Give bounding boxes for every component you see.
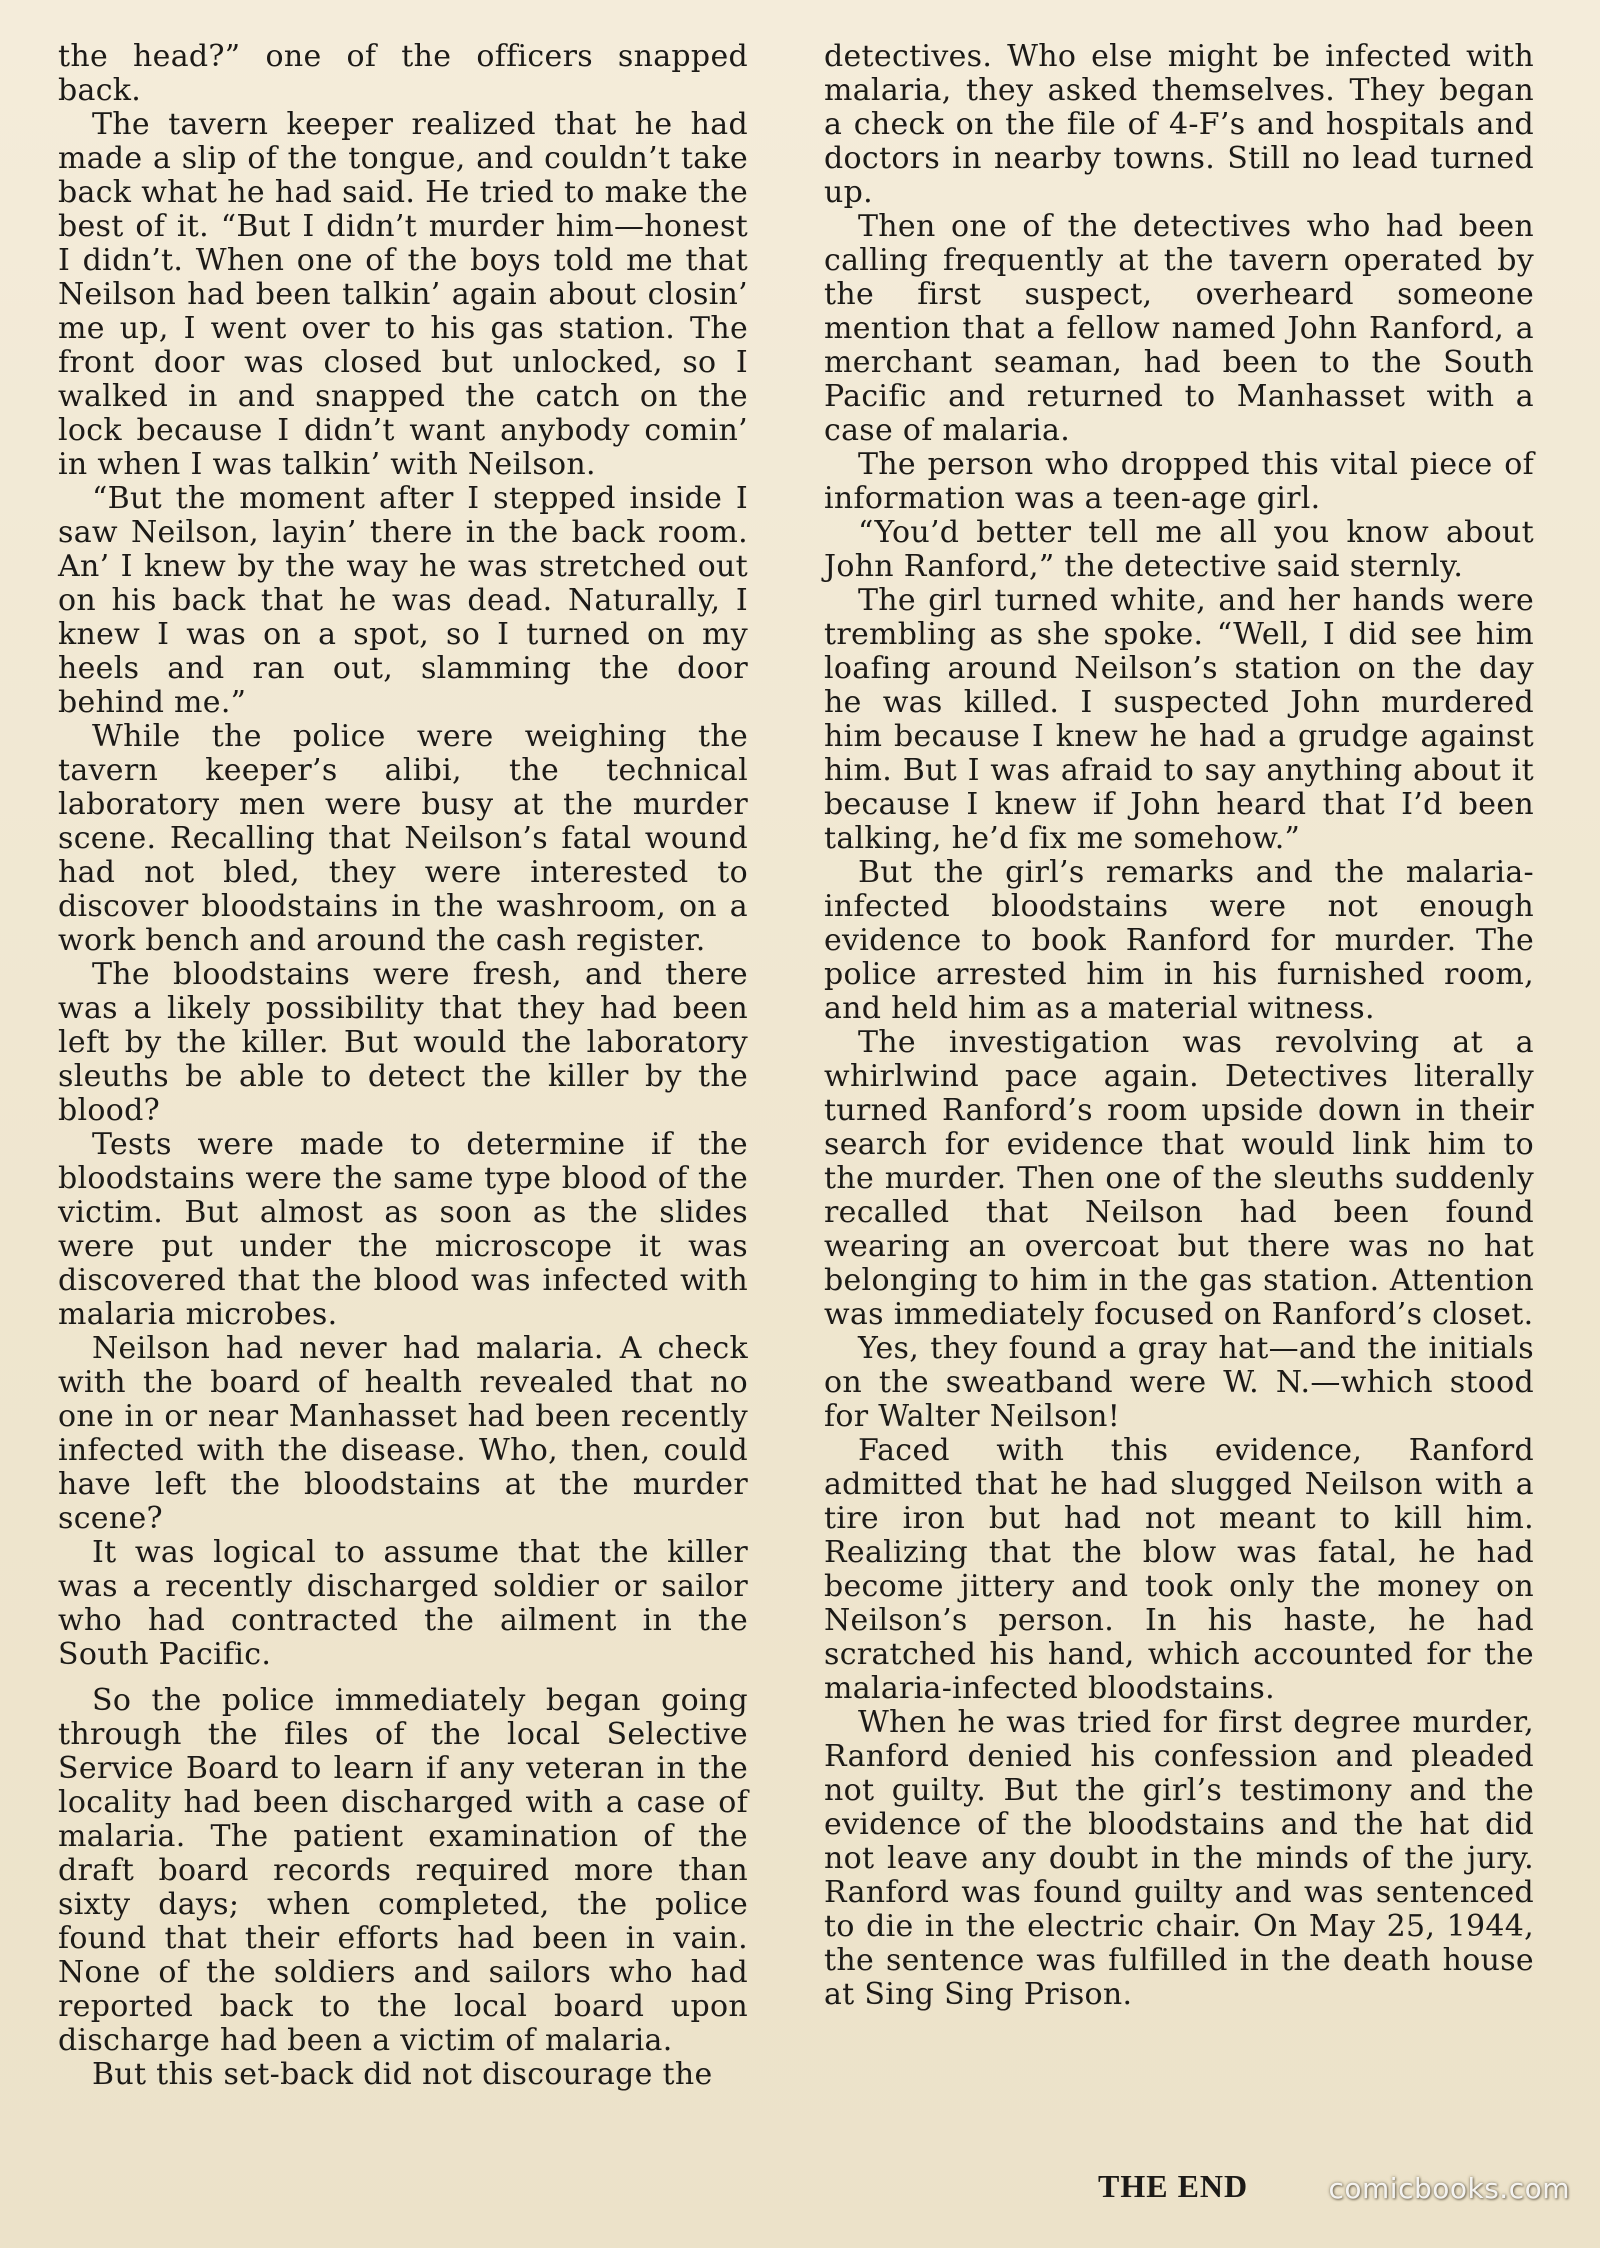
- paragraph: But the girl’s remarks and the malaria-infected bloodstains were not enough evidence to book Ranford for murder. The police arrested him in his furnished room, and held him as a material witness.: [824, 855, 1534, 1026]
- paragraph: “You’d better tell me all you know about John Ranford,” the detective said sternly.: [824, 515, 1534, 584]
- paragraph: It was logical to assume that the killer was a recently discharged soldier or sailor who had contracted the ailment in the South Pacific.: [58, 1535, 748, 1672]
- the-end-label: THE END: [1098, 2168, 1249, 2204]
- paragraph: The investigation was revolving at a whirlwind pace again. Detectives literally turned Ranford’s room upside down in their search for evidence that would link him to the murder. Then one of the sleuths suddenly recalled that Neilson had been found wearing an overcoat but there was no hat belonging to him in the gas station. Attention was immediately focused on Ranford’s closet.: [824, 1025, 1534, 1332]
- paragraph: When he was tried for first degree murder, Ranford denied his confession and pleaded not guilty. But the girl’s testimony and the evidence of the bloodstains and the hat did not leave any doubt in the minds of the jury. Ranford was found guilty and was sentenced to die in the electric chair. On May 25, 1944, the sentence was fulfilled in the death house at Sing Sing Prison.: [824, 1705, 1534, 2012]
- paragraph: So the police immediately began going through the files of the local Selective Service Board to learn if any veteran in the locality had been discharged with a case of malaria. The patient examination of the draft board records required more than sixty days; when completed, the police found that their efforts had been in vain. None of the soldiers and sailors who had reported back to the local board upon discharge had been a victim of malaria.: [58, 1683, 748, 2058]
- paragraph: Faced with this evidence, Ranford admitted that he had slugged Neilson with a tire iron but had not meant to kill him. Realizing that the blow was fatal, he had become jittery and took only the money on Neilson’s person. In his haste, he had scratched his hand, which accounted for the malaria-infected bloodstains.: [824, 1433, 1534, 1706]
- paragraph: The person who dropped this vital piece of information was a teen-age girl.: [824, 447, 1534, 516]
- paragraph: But this set-back did not discourage the: [92, 2057, 713, 2092]
- paragraph: “But the moment after I stepped inside I saw Neilson, layin’ there in the back room. An’ I knew by the way he was stretched out on his back that he was dead. Naturally, I knew I was on a spot, so I turned on my heels and ran out, slamming the door behind me.”: [58, 481, 748, 720]
- paragraph: The bloodstains were fresh, and there was a likely possibility that they had been left by the killer. But would the laboratory sleuths be able to detect the killer by the blood?: [58, 957, 748, 1128]
- left-text-column: [58, 40, 748, 2092]
- paragraph: Then one of the detectives who had been calling frequently at the tavern operated by the first suspect, overheard someone mention that a fellow named John Ranford, a merchant seaman, had been to the South Pacific and returned to Manhasset with a case of malaria.: [824, 209, 1534, 448]
- paragraph: the head?” one of the officers snapped back.: [58, 39, 748, 108]
- paragraph: Yes, they found a gray hat—and the initials on the sweatband were W. N.—which stood for Walter Neilson!: [824, 1331, 1534, 1434]
- site-watermark: comicbooks.com: [1328, 2172, 1570, 2205]
- paragraph: detectives. Who else might be infected with malaria, they asked themselves. They began a check on the file of 4-F’s and hospitals and doctors in nearby towns. Still no lead turned up.: [824, 39, 1534, 210]
- right-text-column: [824, 40, 1534, 2012]
- paragraph: The tavern keeper realized that he had made a slip of the tongue, and couldn’t take back what he had said. He tried to make the best of it. “But I didn’t murder him—honest I didn’t. When one of the boys told me that Neilson had been talkin’ again about closin’ me up, I went over to his gas station. The front door was closed but unlocked, so I walked in and snapped the catch on the lock because I didn’t want anybody comin’ in when I was talkin’ with Neilson.: [58, 107, 748, 482]
- paragraph: Neilson had never had malaria. A check with the board of health revealed that no one in or near Manhasset had been recently infected with the disease. Who, then, could have left the bloodstains at the murder scene?: [58, 1331, 748, 1536]
- paragraph: While the police were weighing the tavern keeper’s alibi, the technical laboratory men were busy at the murder scene. Recalling that Neilson’s fatal wound had not bled, they were interested to discover bloodstains in the washroom, on a work bench and around the cash register.: [58, 719, 748, 958]
- paragraph: Tests were made to determine if the bloodstains were the same type blood of the victim. But almost as soon as the slides were put under the microscope it was discovered that the blood was infected with malaria microbes.: [58, 1127, 748, 1332]
- paragraph: The girl turned white, and her hands were trembling as she spoke. “Well, I did see him loafing around Neilson’s station on the day he was killed. I suspected John murdered him because I knew he had a grudge against him. But I was afraid to say anything about it because I knew if John heard that I’d been talking, he’d fix me somehow.”: [824, 583, 1534, 856]
